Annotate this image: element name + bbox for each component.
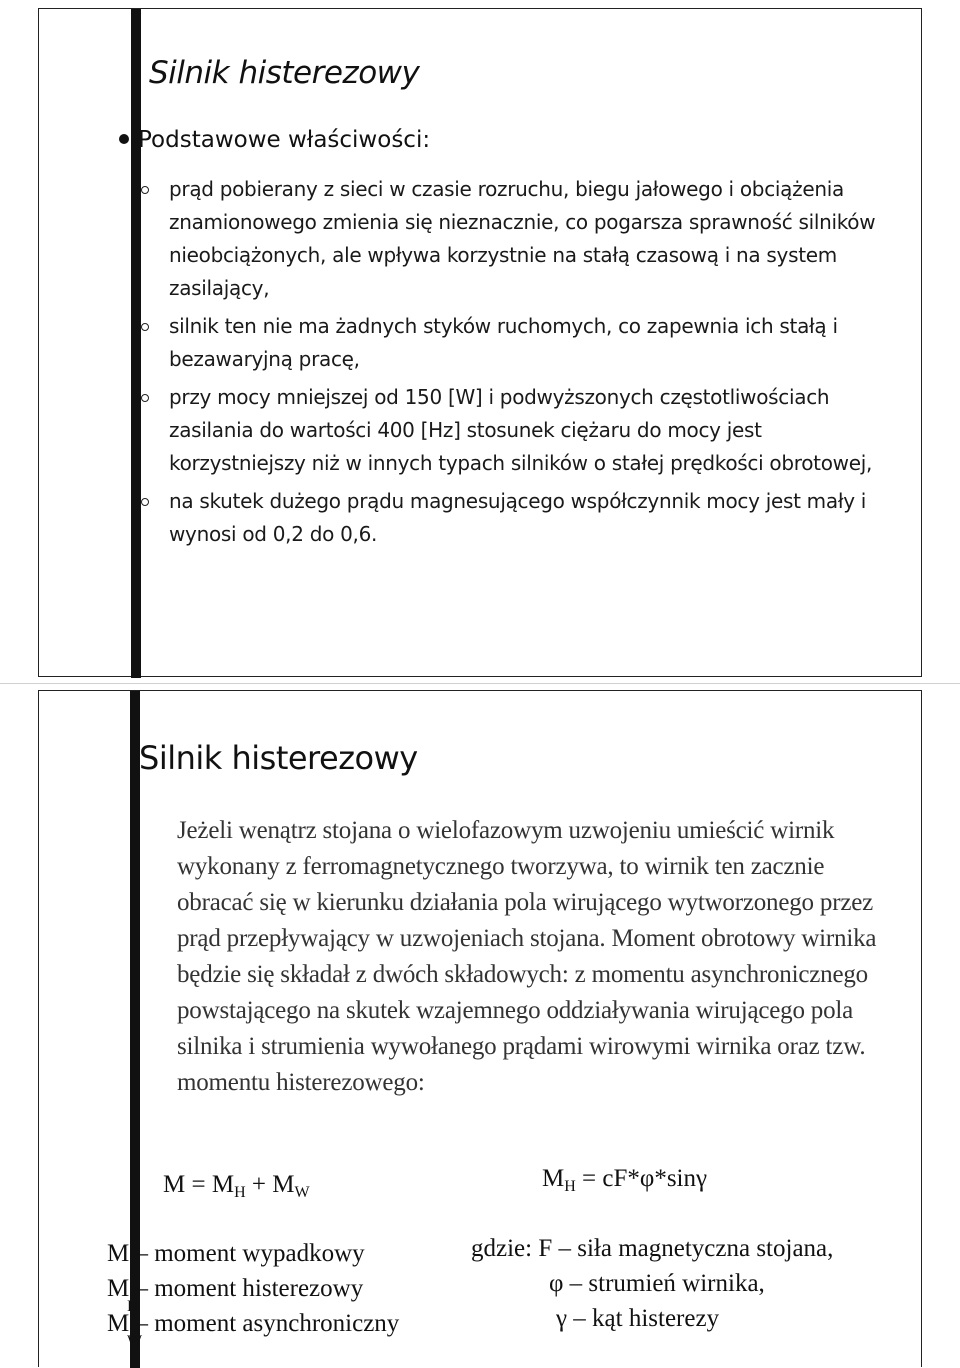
page-divider — [0, 683, 960, 684]
list-item — [139, 173, 879, 305]
legend-row — [107, 1271, 399, 1315]
ring-bullet-icon — [141, 394, 149, 402]
moment-sum-formula — [163, 1171, 310, 1202]
variable-legend — [471, 1231, 833, 1336]
ring-bullet-icon — [141, 186, 149, 194]
bullet-dot-icon — [119, 134, 129, 144]
formula-subscript: W — [294, 1184, 310, 1201]
ring-bullet-icon — [141, 498, 149, 506]
legend-row — [107, 1306, 400, 1350]
legend-text: – moment wypadkowy — [135, 1240, 365, 1267]
slide-1-heading-text: Podstawowe właściwości: — [138, 127, 431, 153]
list-item — [139, 381, 879, 480]
legend-row: φ – strumień wirnika, — [549, 1270, 765, 1297]
list-item — [139, 310, 879, 376]
legend-row: γ – kąt histerezy — [556, 1305, 720, 1332]
ring-bullet-icon — [141, 323, 149, 331]
legend-text: – moment histerezowy — [135, 1275, 364, 1302]
formula-subscript: H — [234, 1184, 246, 1201]
legend-symbol: M H — [107, 1275, 139, 1315]
legend-row: gdzie: F – siła magnetyczna stojana, — [471, 1235, 834, 1262]
list-item-text: prąd pobierany z sieci w czasie rozruchu, biegu jałowego i obciążenia znamionowego zmienia się nieznacznie, co pogarsza sprawność silników nieobciążonych, ale wpływa korzystnie na stałą czasową i na system zasilający, — [169, 177, 876, 300]
hysteresis-moment-formula — [542, 1165, 707, 1196]
moment-legend — [107, 1236, 400, 1350]
slide-1-property-list — [139, 173, 879, 556]
slide-2-paragraph: Jeżeli wenątrz stojana o wielofazowym uzwojeniu umieścić wirnik wykonany z ferromagnetycznego tworzywa, to wirnik ten zacznie obracać się w kierunku działania pola wirującego wytworzonego przez prąd przepływający w uzwojeniach stojana. Moment obrotowy wirnika będzie się składał z dwóch składowych: z momentu asynchronicznego powstającego na skutek wzajemnego oddziaływania wirującego pola silnika i strumienia wywołanego prądami wirowymi wirnika oraz tzw. momentu histerezowego: — [177, 817, 877, 1096]
formula-subscript: H — [564, 1178, 576, 1195]
formula-part: M — [542, 1165, 565, 1192]
formula-part: = cF*φ*sinγ — [575, 1165, 708, 1192]
formula-part: + M — [245, 1171, 295, 1198]
list-item-text: przy mocy mniejszej od 150 [W] i podwyższonych częstotliwościach zasilania do wartości 400 [Hz] stosunek ciężaru do mocy jest korzystniejszy niż w innych typach silników o stałej prędkości obrotowej, — [169, 385, 873, 475]
slide-1-title: Silnik histerezowy — [149, 55, 420, 91]
legend-symbol: M — [107, 1240, 130, 1267]
list-item-text: na skutek dużego prądu magnesującego współczynnik mocy jest mały i wynosi od 0,2 do 0,6. — [169, 489, 867, 546]
formula-part: M = M — [163, 1171, 235, 1198]
slide-1 — [38, 8, 922, 677]
slide-2-title: Silnik histerezowy — [139, 739, 418, 777]
legend-symbol: M W — [107, 1310, 143, 1350]
legend-text: – moment asynchroniczny — [135, 1310, 400, 1337]
slide-1-heading — [119, 127, 430, 153]
list-item-text: silnik ten nie ma żadnych styków ruchomych, co zapewnia ich stałą i bezawaryjną pracę, — [169, 314, 838, 371]
legend-row — [107, 1236, 399, 1271]
list-item — [139, 485, 879, 551]
slide-2 — [38, 690, 922, 1367]
